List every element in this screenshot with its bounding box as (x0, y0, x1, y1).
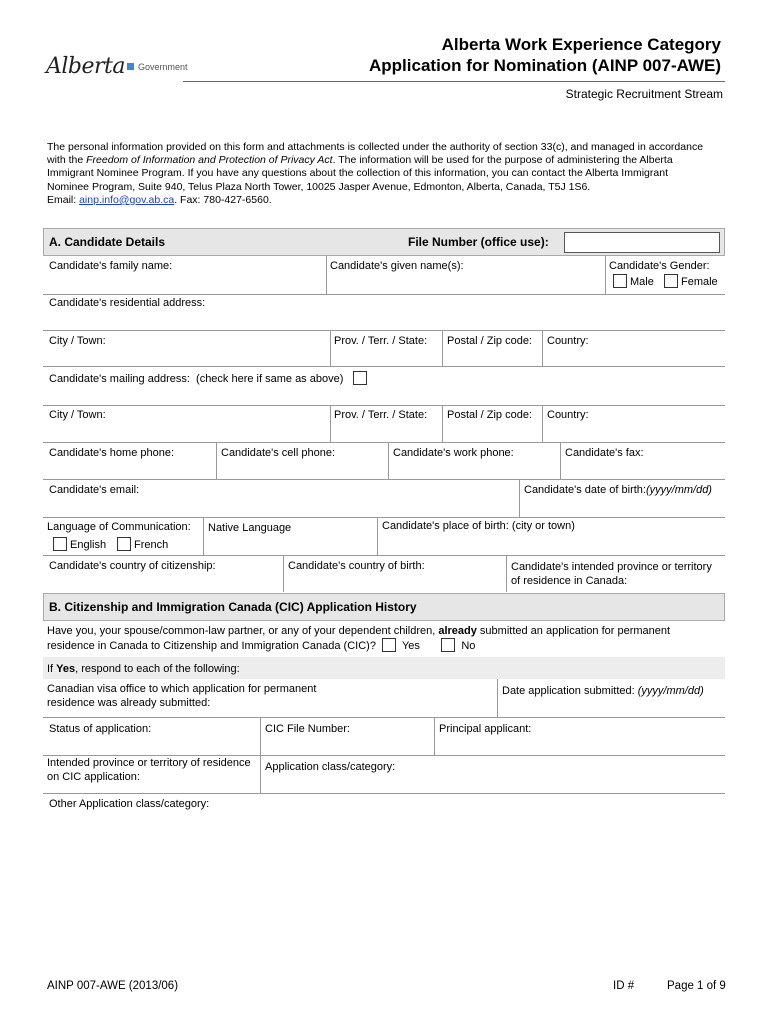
language-french-option[interactable]: French (117, 537, 168, 552)
res-postal-label: Postal / Zip code: (447, 335, 532, 347)
dob-label: Candidate's date of birth:(yyyy/mm/dd) (524, 484, 712, 496)
cic-yes-checkbox[interactable] (382, 638, 396, 652)
place-of-birth-label: Candidate's place of birth: (city or town) (382, 520, 575, 532)
date-submitted-label: Date application submitted: (yyyy/mm/dd) (502, 685, 704, 697)
language-label: Language of Communication: (47, 521, 191, 533)
french-checkbox[interactable] (117, 537, 131, 551)
cic-question-line-1: Have you, your spouse/common-law partner, or any of your dependent children, already submitted an application for permanent (47, 625, 671, 637)
residential-address-label: Candidate's residential address: (49, 297, 206, 309)
work-phone-label: Candidate's work phone: (393, 447, 514, 459)
citizenship-label: Candidate's country of citizenship: (49, 560, 216, 572)
res-country-label: Country: (547, 335, 589, 347)
title-line-2: Application for Nomination (AINP 007-AWE) (369, 56, 721, 75)
principal-applicant-label: Principal applicant: (439, 723, 532, 735)
app-class-label: Application class/category: (265, 761, 396, 773)
intended-province-label-2: of residence in Canada: (511, 575, 628, 587)
same-as-above-checkbox[interactable] (353, 371, 367, 385)
gender-label: Candidate's Gender: (609, 260, 710, 272)
section-a-header (43, 228, 725, 256)
cic-intended-label-2: on CIC application: (47, 771, 140, 783)
male-checkbox[interactable] (613, 274, 627, 288)
section-b-header (43, 593, 725, 621)
logo-square-icon (127, 63, 134, 70)
cic-intended-label-1: Intended province or territory of residence (47, 757, 251, 769)
email-label: Candidate's email: (49, 484, 140, 496)
privacy-notice: The personal information provided on this form and attachments is collected under the authority of section 33(c), and managed in accordance with the Freedom of Information and Protection of Privacy Act. The information will be used for the purpose of administering the Alberta Immigrant Nominee Program. If you have any questions about the collection of this information, you can contact the Alberta Immigrant Nominee Program, Suite 940, Telus Plaza North Tower, 10025 Jasper Avenue, Edmonton, Alberta, Canada, T5J 1S6. Email: ainp.info@gov.ab.ca. Fax: 780-427-6560. (47, 141, 704, 206)
section-b-title: B. Citizenship and Immigration Canada (CIC) Application History (49, 600, 417, 614)
status-label: Status of application: (49, 723, 152, 735)
female-checkbox[interactable] (664, 274, 678, 288)
home-phone-label: Candidate's home phone: (49, 447, 175, 459)
header-rule (183, 81, 725, 82)
cell-phone-label: Candidate's cell phone: (221, 447, 336, 459)
other-class-label: Other Application class/category: (49, 798, 210, 810)
mailing-address-label: Candidate's mailing address: (check here if same as above) (49, 371, 370, 386)
native-language-label: Native Language (208, 522, 292, 534)
cic-no-checkbox[interactable] (441, 638, 455, 652)
res-city-label: City / Town: (49, 335, 106, 347)
title-line-1: Alberta Work Experience Category (441, 35, 721, 54)
if-yes-label: If Yes, respond to each of the following: (47, 663, 240, 675)
file-number-label: File Number (office use): (408, 235, 549, 249)
visa-office-label-1: Canadian visa office to which application for permanent (47, 683, 317, 695)
res-prov-label: Prov. / Terr. / State: (334, 335, 428, 347)
stream-label: Strategic Recruitment Stream (565, 87, 723, 101)
mail-postal-label: Postal / Zip code: (447, 409, 532, 421)
mail-country-label: Country: (547, 409, 589, 421)
fax-label: Candidate's fax: (565, 447, 644, 459)
cic-file-number-label: CIC File Number: (265, 723, 350, 735)
alberta-logo (46, 54, 188, 79)
family-name-label: Candidate's family name: (49, 260, 173, 272)
visa-office-label-2: residence was already submitted: (47, 697, 211, 709)
footer-id: ID # (613, 980, 635, 992)
email-link[interactable]: ainp.info@gov.ab.ca (79, 193, 175, 206)
logo-wordmark: Alberta (46, 54, 125, 79)
intended-province-label-1: Candidate's intended province or territory (511, 561, 712, 573)
mail-city-label: City / Town: (49, 409, 106, 421)
country-of-birth-label: Candidate's country of birth: (288, 560, 425, 572)
mail-prov-label: Prov. / Terr. / State: (334, 409, 428, 421)
logo-government: Government (138, 61, 188, 72)
language-english-option[interactable]: English (53, 537, 106, 552)
given-names-label: Candidate's given name(s): (330, 260, 464, 272)
english-checkbox[interactable] (53, 537, 67, 551)
footer-page-number: Page 1 of 9 (667, 980, 726, 992)
file-number-input[interactable] (564, 232, 720, 253)
section-a-title: A. Candidate Details (49, 235, 166, 249)
footer-form-id: AINP 007-AWE (2013/06) (47, 980, 179, 992)
gender-male-option[interactable]: Male (613, 274, 654, 289)
cic-question-line-2: residence in Canada to Citizenship and Immigration Canada (CIC)? Yes No (47, 640, 476, 652)
gender-female-option[interactable]: Female (664, 274, 718, 289)
